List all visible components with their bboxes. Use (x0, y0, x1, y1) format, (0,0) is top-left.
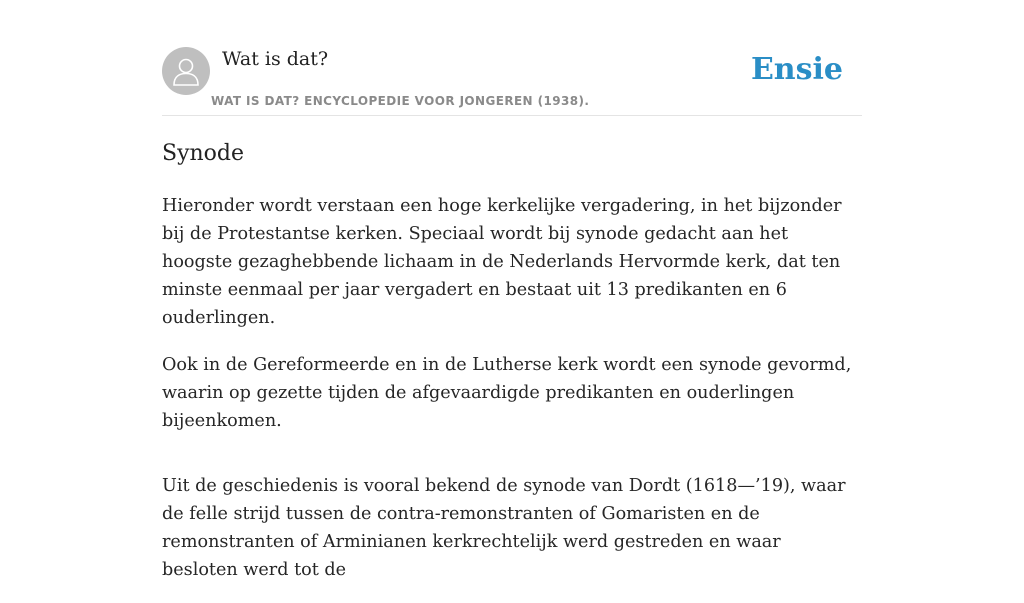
source-subtitle: WAT IS DAT? ENCYCLOPEDIE VOOR JONGEREN (1938). (211, 94, 590, 108)
source-avatar[interactable] (162, 47, 210, 95)
source-title[interactable]: Wat is dat? (222, 48, 329, 70)
article-paragraph: Uit de geschiedenis is vooral bekend de synode van Dordt (1618—’19), waar de felle strijd tussen de contra-remonstranten of Gomaristen en de remonstranten of Arminianen kerkrechtelijk werd gestreden en waar besloten werd tot de (162, 476, 846, 580)
source-header (162, 0, 862, 116)
article-paragraph: Ook in de Gereformeerde en in de Lutherse kerk wordt een synode gevormd, waarin op gezette tijden de afgevaardigde predikanten en ouderlingen bijeenkomen. (162, 355, 852, 431)
ensie-logo-link[interactable]: Ensie (750, 52, 843, 87)
article-paragraph: Hieronder wordt verstaan een hoge kerkelijke vergadering, in het bijzonder bij de Protestantse kerken. Speciaal wordt bij synode gedacht aan het hoogste gezaghebbende lichaam in de Nederlands Hervormde kerk, dat ten minste eenmaal per jaar vergadert en bestaat uit 13 predikanten en 6 ouderlingen. (162, 196, 842, 328)
article-container (162, 0, 862, 580)
user-icon (171, 55, 201, 87)
article-body (162, 192, 862, 603)
article-title: Synode (162, 141, 245, 166)
